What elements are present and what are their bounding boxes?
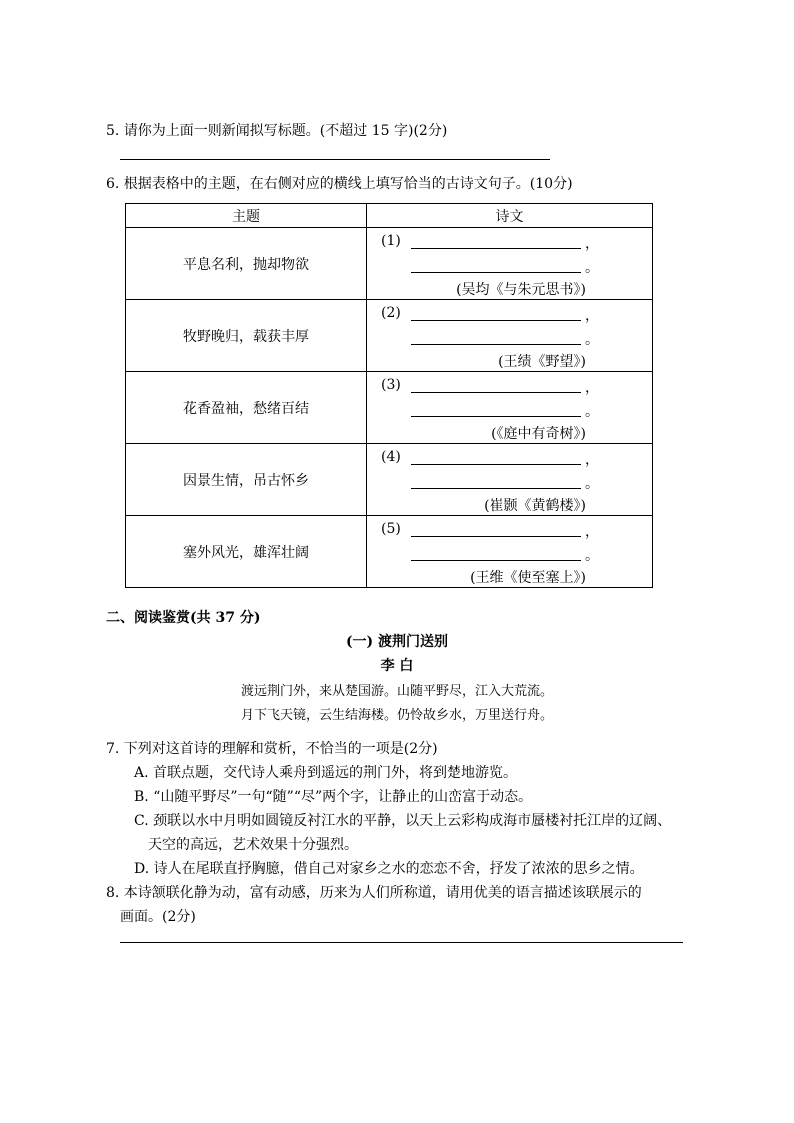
table-row <box>126 444 653 516</box>
theme-cell: 因景生情，吊古怀乡 <box>126 444 367 516</box>
answer-blank[interactable] <box>411 488 581 489</box>
poem-line: 渡远荆门外，来从楚国游。山随平野尽，江入大荒流。 <box>240 684 553 699</box>
verse-cell <box>367 516 653 588</box>
header-poetry: 诗文 <box>367 204 653 228</box>
poem-title: (一) 渡荆门送别 <box>345 634 449 650</box>
verse-cell <box>367 372 653 444</box>
verse-cell <box>367 300 653 372</box>
verse-cell <box>367 444 653 516</box>
header-theme: 主题 <box>126 204 367 228</box>
question-8-continued: 画面。(2分) <box>120 909 196 925</box>
option-d[interactable]: D. 诗人在尾联直抒胸臆，借自己对家乡之水的恋恋不舍，抒发了浓浓的思乡之情。 <box>134 861 644 877</box>
answer-blank[interactable] <box>411 392 581 393</box>
theme-cell: 牧野晚归，载获丰厚 <box>126 300 367 372</box>
punctuation: ， <box>585 308 599 324</box>
option-c-continued: 天空的高远，艺术效果十分强烈。 <box>148 837 358 853</box>
punctuation: ， <box>585 380 599 396</box>
source-citation: (崔颢《黄鹤楼》) <box>484 498 586 514</box>
answer-blank[interactable] <box>411 320 581 321</box>
punctuation: 。 <box>585 548 599 564</box>
theme-cell: 平息名利，抛却物欲 <box>126 228 367 300</box>
punctuation: 。 <box>585 260 599 276</box>
theme-cell: 塞外风光，雄浑壮阔 <box>126 516 367 588</box>
question-6: 6. 根据表格中的主题，在右侧对应的横线上填写恰当的古诗文句子。(10分) <box>106 176 573 192</box>
punctuation: ， <box>585 452 599 468</box>
poetry-table <box>125 203 653 588</box>
item-number: (5) <box>381 521 401 537</box>
question-7: 7. 下列对这首诗的理解和赏析，不恰当的一项是(2分) <box>106 741 438 757</box>
theme-cell: 花香盈袖，愁绪百结 <box>126 372 367 444</box>
question-5: 5. 请你为上面一则新闻拟写标题。(不超过 15 字)(2分) <box>106 123 448 139</box>
table-row <box>126 228 653 300</box>
answer-line-q5[interactable] <box>120 159 550 160</box>
punctuation: 。 <box>585 404 599 420</box>
poem-line: 月下飞天镜，云生结海楼。仍怜故乡水，万里送行舟。 <box>240 708 553 723</box>
verse-cell <box>367 228 653 300</box>
table-row <box>126 372 653 444</box>
answer-blank[interactable] <box>411 560 581 561</box>
item-number: (2) <box>381 305 401 321</box>
source-citation: (王维《使至塞上》) <box>470 570 586 586</box>
item-number: (4) <box>381 449 401 465</box>
answer-blank[interactable] <box>411 536 581 537</box>
punctuation: 。 <box>585 332 599 348</box>
option-b[interactable]: B. “山随平野尽”一句“随”“尽”两个字，让静止的山峦富于动态。 <box>134 789 533 805</box>
answer-blank[interactable] <box>411 416 581 417</box>
source-citation: (王绩《野望》) <box>498 354 586 370</box>
source-citation: (《庭中有奇树》) <box>491 426 586 442</box>
answer-blank[interactable] <box>411 272 581 273</box>
punctuation: 。 <box>585 476 599 492</box>
answer-line-q8[interactable] <box>120 942 683 943</box>
punctuation: ， <box>585 236 599 252</box>
table-row <box>126 516 653 588</box>
table-row <box>126 300 653 372</box>
option-a[interactable]: A. 首联点题，交代诗人乘舟到遥远的荆门外，将到楚地游览。 <box>134 765 518 781</box>
table-header-row <box>126 204 653 228</box>
source-citation: (吴均《与朱元思书》) <box>456 282 586 298</box>
answer-blank[interactable] <box>411 344 581 345</box>
item-number: (1) <box>381 233 401 249</box>
punctuation: ， <box>585 524 599 540</box>
answer-blank[interactable] <box>411 248 581 249</box>
option-c[interactable]: C. 颈联以水中月明如圆镜反衬江水的平静，以天上云彩构成海市蜃楼衬托江岸的辽阔、 <box>134 813 672 829</box>
question-8: 8. 本诗颔联化静为动，富有动感，历来为人们所称道，请用优美的语言描述该联展示的 <box>106 885 642 901</box>
section-heading: 二、阅读鉴赏(共 37 分) <box>106 610 261 626</box>
item-number: (3) <box>381 377 401 393</box>
answer-blank[interactable] <box>411 464 581 465</box>
poem-author: 李 白 <box>380 658 414 674</box>
